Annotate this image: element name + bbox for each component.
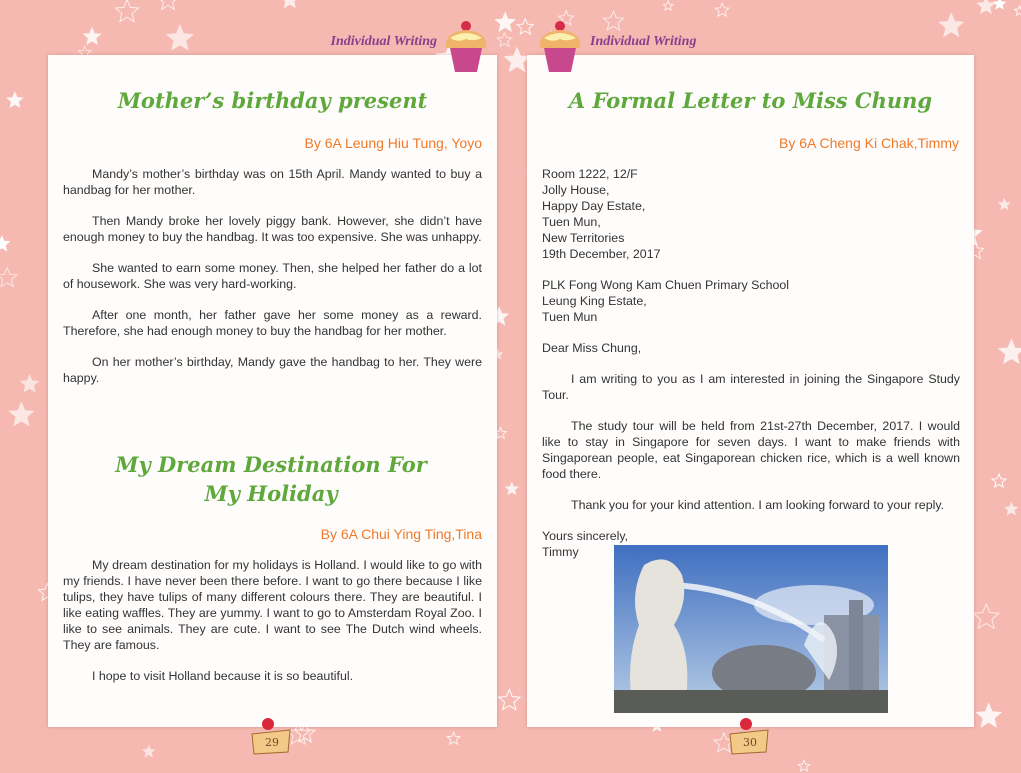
- paragraph: On her mother’s birthday, Mandy gave the handbag to her. They were happy.: [63, 355, 482, 385]
- star-decoration: [10, 403, 34, 426]
- star-decoration: [999, 199, 1010, 209]
- byline: By 6A Leung Hiu Tung, Yoyo: [304, 135, 482, 151]
- paragraph: The study tour will be held from 21st-27th December, 2017. I would like to stay in Singapore for seven days. I want to make friends with Singaporean people, eat Singaporean chicken rice, which is a well known food there.: [542, 419, 960, 481]
- closing: Yours sincerely, Timmy: [542, 529, 629, 559]
- section-header-right: Individual Writing: [590, 34, 697, 49]
- page-30: [527, 55, 974, 727]
- story-body: [63, 166, 482, 401]
- star-decoration: [517, 19, 533, 34]
- byline: By 6A Cheng Ki Chak,Timmy: [779, 135, 959, 151]
- star-decoration: [994, 0, 1005, 9]
- star-decoration: [158, 0, 178, 9]
- star-decoration: [974, 604, 1000, 628]
- story-title-dream-destination: My Dream Destination For My Holiday: [115, 452, 427, 506]
- paragraph: Thank you for your kind attention. I am looking forward to your reply.: [571, 498, 945, 512]
- story-title-mothers-birthday: Mother’s birthday present: [117, 88, 428, 113]
- star-decoration: [978, 0, 995, 13]
- star-decoration: [0, 268, 17, 287]
- letter-title: A Formal Letter to Miss Chung: [568, 88, 933, 113]
- star-decoration: [143, 746, 154, 756]
- star-decoration: [7, 93, 22, 107]
- star-decoration: [21, 375, 38, 391]
- star-decoration: [999, 340, 1021, 363]
- star-decoration: [715, 3, 729, 16]
- cupcake-icon: [536, 20, 584, 74]
- star-decoration: [992, 474, 1006, 487]
- byline: By 6A Chui Ying Ting,Tina: [320, 526, 482, 542]
- star-decoration: [116, 0, 139, 22]
- page-29: [48, 55, 497, 727]
- star-decoration: [0, 236, 9, 250]
- paragraph: After one month, her father gave her some money as a reward. Therefore, she had enough money to buy the handbag for her mother.: [63, 308, 482, 338]
- paragraph: I hope to visit Holland because it is so beautiful.: [92, 669, 354, 683]
- page-number-30: 30: [728, 716, 772, 756]
- paragraph: My dream destination for my holidays is Holland. I would like to go with my friends. I have never been there before. I want to go there because I like tulips, they have tulips of many different colours there. They are beautiful. I like eating waffles. They are yummy. I want to go to Amsterdam Royal Zoo. I like to see animals. They are cute. I want to see The Dutch wind wheels. They are famous.: [63, 558, 482, 652]
- star-decoration: [506, 483, 518, 494]
- section-header-left: Individual Writing: [330, 34, 437, 49]
- recipient-address: PLK Fong Wong Kam Chuen Primary School Leung King Estate, Tuen Mun: [542, 278, 790, 324]
- star-decoration: [497, 33, 511, 47]
- star-decoration: [505, 48, 530, 71]
- star-decoration: [603, 11, 623, 30]
- story-body: [63, 557, 482, 699]
- star-decoration: [167, 25, 193, 49]
- page-number-29: 29: [250, 716, 294, 756]
- star-decoration: [496, 13, 515, 31]
- star-decoration: [798, 760, 810, 771]
- star-decoration: [663, 1, 673, 10]
- star-decoration: [281, 0, 298, 7]
- salutation: Dear Miss Chung,: [542, 341, 642, 355]
- paragraph: Then Mandy broke her lovely piggy bank. However, she didn’t have enough money to buy the handbag. It was too expensive. She was unhappy.: [63, 214, 482, 244]
- star-decoration: [84, 28, 101, 44]
- letter-body: [542, 166, 960, 575]
- paragraph: Mandy’s mother’s birthday was on 15th April. Mandy wanted to buy a handbag for her mother.: [63, 167, 482, 197]
- sender-address: Room 1222, 12/F Jolly House, Happy Day Estate, Tuen Mun, New Territories 19th December, 2017: [542, 167, 661, 261]
- merlion-photo: [614, 545, 888, 713]
- star-decoration: [939, 14, 963, 37]
- star-decoration: [447, 732, 460, 744]
- star-decoration: [1005, 503, 1017, 515]
- star-decoration: [977, 704, 1001, 727]
- star-decoration: [1015, 6, 1021, 16]
- paragraph: I am writing to you as I am interested in joining the Singapore Study Tour.: [542, 372, 960, 402]
- paragraph: She wanted to earn some money. Then, she helped her father do a lot of housework. She was very hard-working.: [63, 261, 482, 291]
- cupcake-icon: [442, 20, 490, 74]
- star-decoration: [499, 690, 520, 710]
